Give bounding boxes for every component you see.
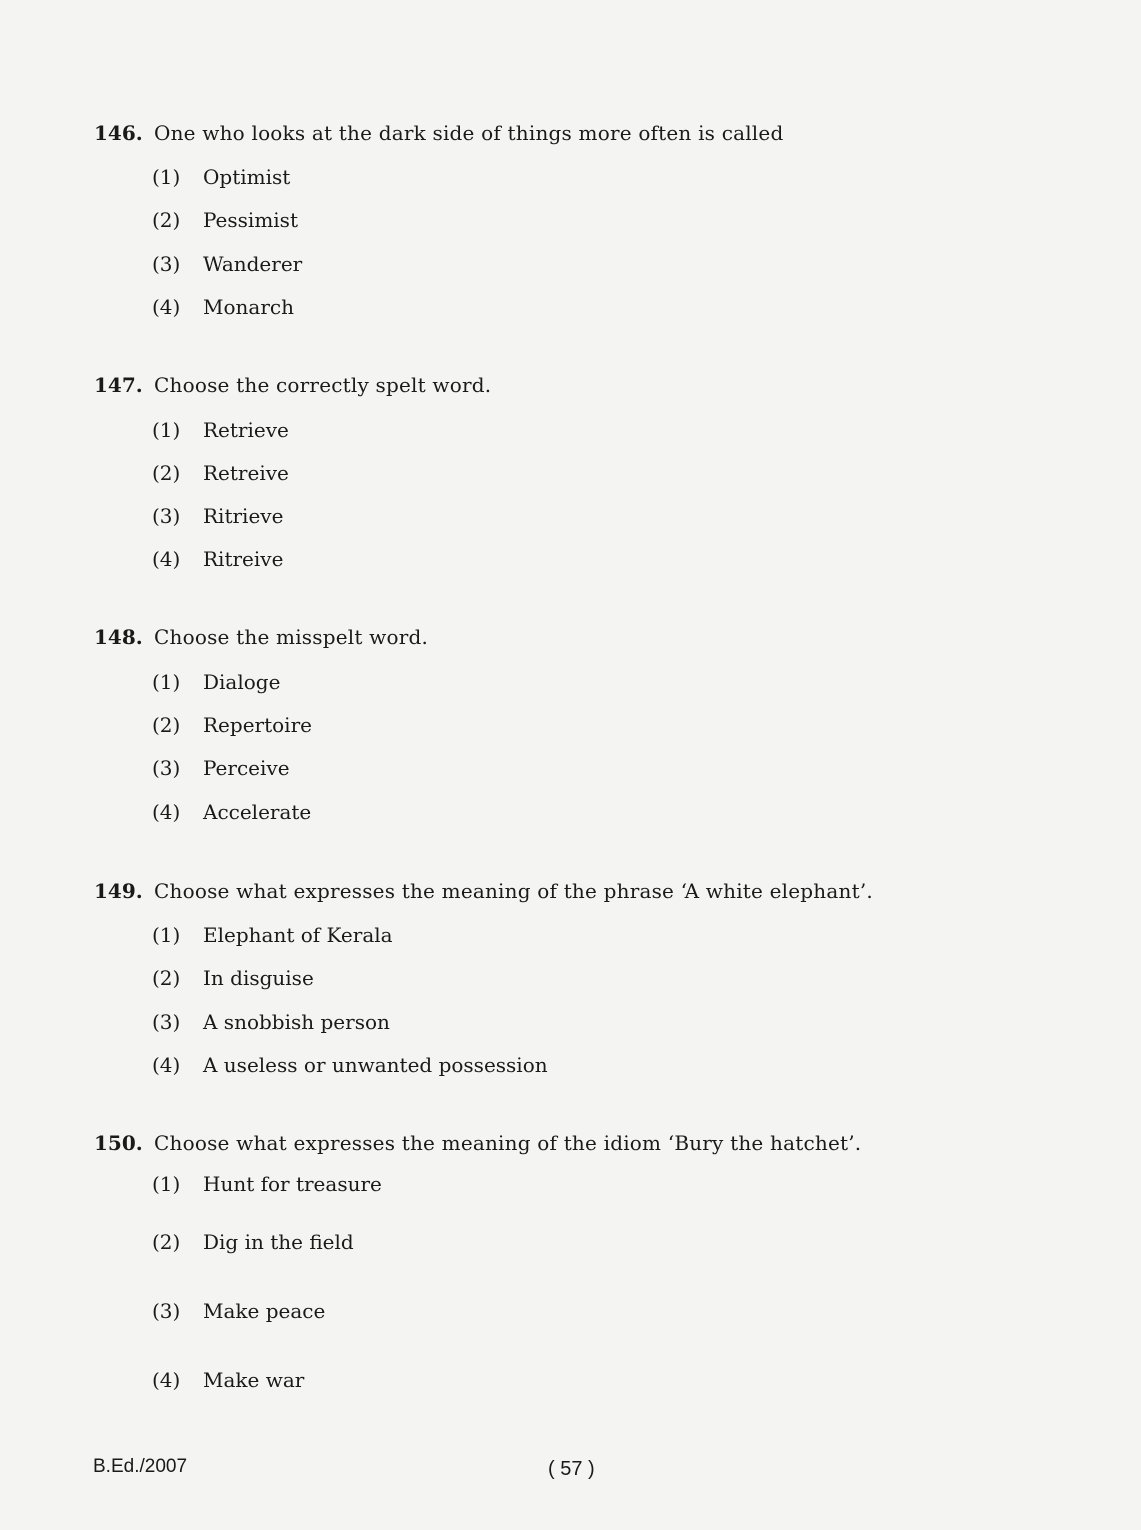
option-text: Pessimist — [203, 208, 298, 232]
page-number: ( 57 ) — [548, 1458, 595, 1480]
option-text: Retrieve — [203, 418, 289, 442]
option-text: Wanderer — [203, 252, 303, 276]
question-number: 147. — [94, 373, 143, 397]
option-number: (4) — [152, 295, 181, 319]
option-number: (3) — [152, 756, 181, 780]
option-text: Dig in the field — [203, 1230, 354, 1254]
option-number: (3) — [152, 1299, 181, 1323]
option-number: (2) — [152, 1230, 181, 1254]
question-number: 148. — [94, 625, 143, 649]
option-text: Dialoge — [203, 670, 281, 694]
option-number: (1) — [152, 923, 181, 947]
option-text: Make peace — [203, 1299, 326, 1323]
option-number: (1) — [152, 165, 181, 189]
option-text: Accelerate — [203, 800, 312, 824]
option-text: Perceive — [203, 756, 290, 780]
option-text: Hunt for treasure — [203, 1172, 382, 1196]
option-text: A snobbish person — [203, 1010, 390, 1034]
option-number: (4) — [152, 1053, 181, 1077]
option-number: (3) — [152, 252, 181, 276]
question-text: Choose the correctly spelt word. — [154, 373, 492, 397]
option-text: Retreive — [203, 461, 289, 485]
option-number: (1) — [152, 418, 181, 442]
option-text: Repertoire — [203, 713, 312, 737]
option-text: Elephant of Kerala — [203, 923, 393, 947]
option-number: (2) — [152, 966, 181, 990]
question-text: Choose what expresses the meaning of the phrase ‘A white elephant’. — [154, 879, 873, 903]
question-text: Choose the misspelt word. — [154, 625, 429, 649]
option-text: In disguise — [203, 966, 314, 990]
question-number: 146. — [94, 121, 143, 145]
question-number: 150. — [94, 1131, 143, 1155]
option-number: (3) — [152, 1010, 181, 1034]
option-text: Monarch — [203, 295, 294, 319]
option-number: (4) — [152, 1368, 181, 1392]
option-text: Make war — [203, 1368, 305, 1392]
question-text: One who looks at the dark side of things more often is called — [154, 121, 784, 145]
option-number: (1) — [152, 1172, 181, 1196]
option-text: A useless or unwanted possession — [203, 1053, 548, 1077]
option-text: Optimist — [203, 165, 291, 189]
option-number: (1) — [152, 670, 181, 694]
option-number: (2) — [152, 208, 181, 232]
question-text: Choose what expresses the meaning of the idiom ‘Bury the hatchet’. — [154, 1131, 862, 1155]
option-number: (3) — [152, 504, 181, 528]
exam-code: B.Ed./2007 — [93, 1456, 188, 1477]
option-text: Ritreive — [203, 547, 284, 571]
option-number: (4) — [152, 547, 181, 571]
option-number: (2) — [152, 713, 181, 737]
option-text: Ritrieve — [203, 504, 284, 528]
option-number: (2) — [152, 461, 181, 485]
option-number: (4) — [152, 800, 181, 824]
question-number: 149. — [94, 879, 143, 903]
